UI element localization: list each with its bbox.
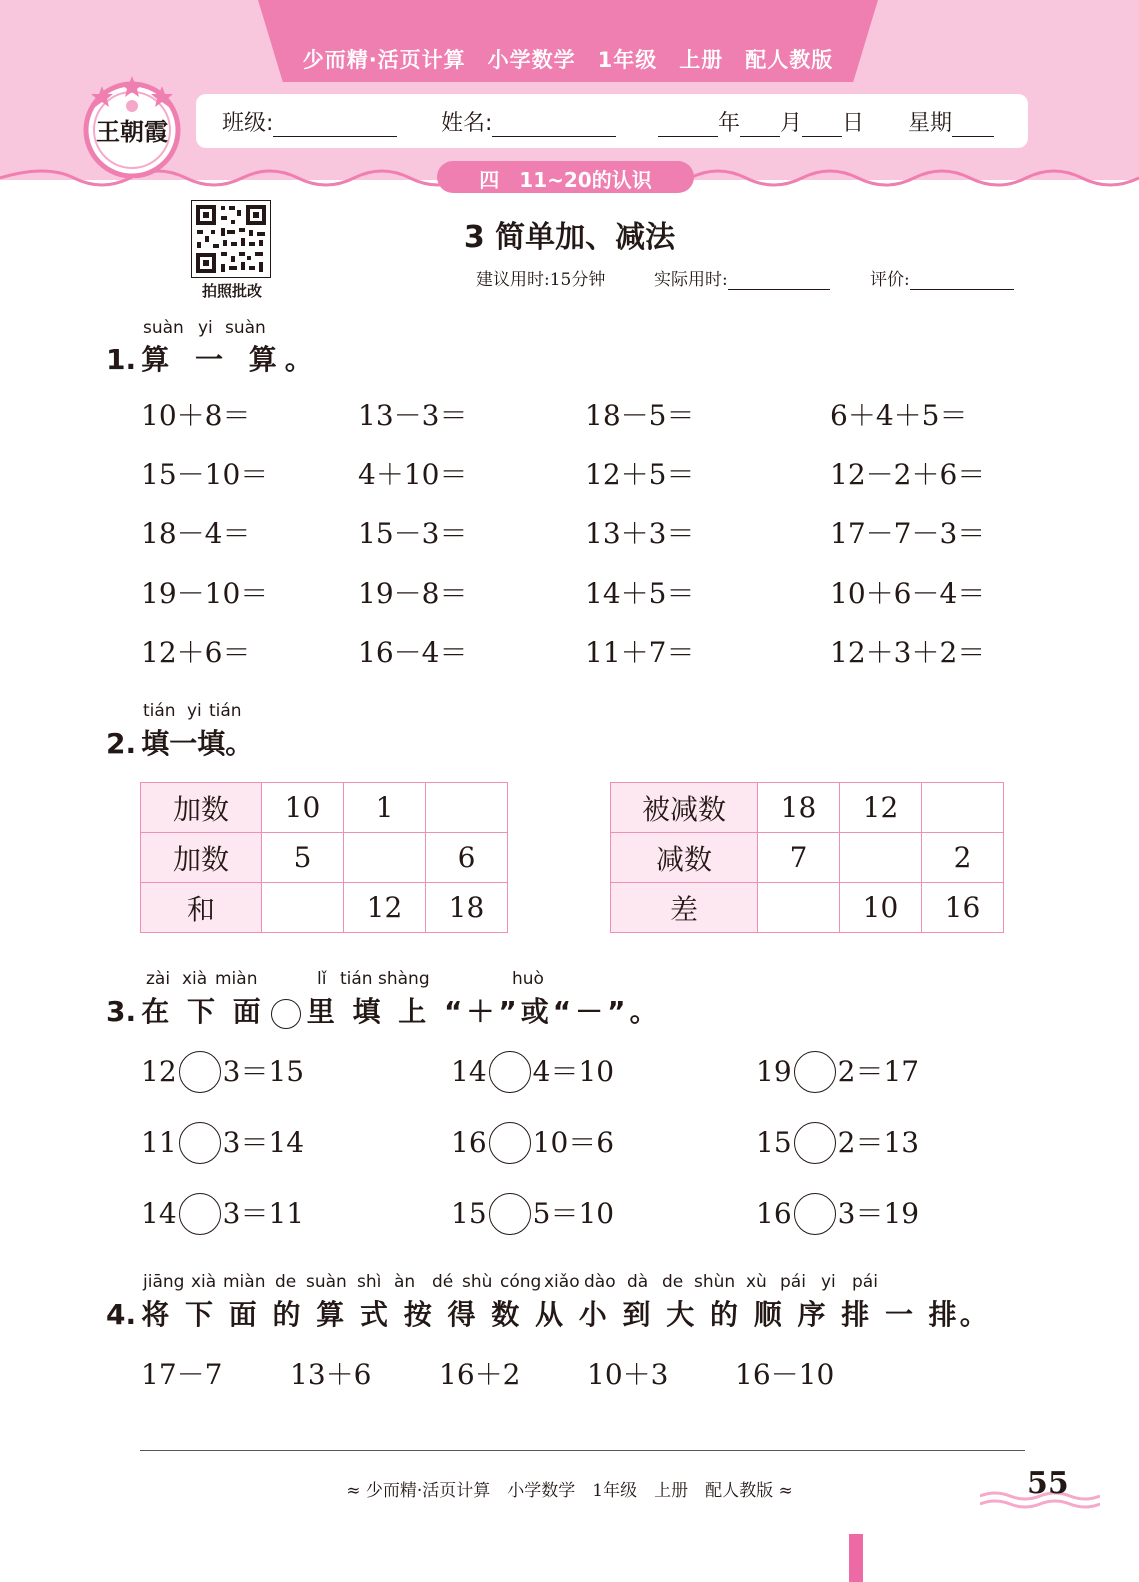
q4-pinyin-2: xià [191,1272,217,1292]
q1-eq-5-3[interactable]: 11＋7＝ [585,636,695,669]
q3-pinyin-7: huò [512,969,544,989]
table-row [141,783,508,833]
answer-cell[interactable] [426,783,508,833]
q1-eq-3-4[interactable]: 17－7－3＝ [830,517,986,550]
q1-eq-2-4[interactable]: 12－2＋6＝ [830,458,986,491]
q4-pinyin-8: dé [432,1272,454,1292]
q4-pinyin-19: pái [852,1272,878,1292]
q4-pinyin-4: de [275,1272,297,1292]
name-field[interactable] [441,106,616,137]
table-cell: 10 [840,883,922,933]
table-cell: 2 [922,833,1004,883]
table-cell: 18 [758,783,840,833]
answer-cell[interactable] [262,883,344,933]
q3-pinyin-3: miàn [215,969,258,989]
table-row [611,833,1004,883]
table-row [611,883,1004,933]
q2-text: 填一填 [141,727,226,760]
q3-heading [106,990,662,1035]
q2-pinyin-3: tián [209,701,242,721]
q3-eq-3-2: 15 5＝10 [451,1192,614,1239]
q4-item-3: 16＋2 [439,1358,521,1391]
q4-pinyin-18: yi [821,1272,836,1292]
q4-pinyin-1: jiāng [143,1272,185,1292]
table-cell: 12 [344,883,426,933]
q3-pinyin-5: tián [340,969,373,989]
q4-item-2: 13＋6 [290,1358,372,1391]
table-cell: 1 [344,783,426,833]
q3-eq-2-2: 16 10＝6 [451,1121,614,1168]
q4-heading [106,1293,988,1333]
operator-circle[interactable] [179,1193,221,1235]
footer-series: ≈ 少而精·活页计算 小学数学 1年级 上册 配人教版 ≈ [346,1481,793,1501]
operator-circle[interactable] [179,1122,221,1164]
q1-eq-4-3[interactable]: 14＋5＝ [585,577,695,610]
q3-pinyin-1: zài [146,969,171,989]
q4-pinyin-14: de [662,1272,684,1292]
sub-header-3: 差 [611,883,758,933]
q4-pinyin-5: suàn [306,1272,347,1292]
actual-time-label: 实际用时: [654,270,728,290]
add-header-2: 加数 [141,833,262,883]
q3-pinyin-2: xià [182,969,208,989]
q1-text: 算 一 算 [141,343,285,376]
q1-eq-5-2[interactable]: 16－4＝ [358,636,468,669]
q1-eq-1-1[interactable]: 10＋8＝ [141,399,251,432]
circle-placeholder-icon [271,999,301,1029]
page-number: 55 [1027,1466,1069,1501]
q3-eq-3-3: 16 3＝19 [756,1192,919,1239]
subtraction-table [610,782,1004,933]
month-label: 月 [780,111,803,136]
operator-circle[interactable] [794,1122,836,1164]
day-label: 日 [842,111,865,136]
q4-pinyin-7: àn [394,1272,416,1292]
addition-table [140,782,508,933]
q4-pinyin-12: dào [584,1272,616,1292]
q4-pinyin-15: shùn [694,1272,736,1292]
table-row [141,833,508,883]
q1-punct: 。 [284,343,321,376]
q1-eq-5-4[interactable]: 12＋3＋2＝ [830,636,986,669]
add-header-3: 和 [141,883,262,933]
q1-eq-3-3[interactable]: 13＋3＝ [585,517,695,550]
q3-eq-2-3: 15 2＝13 [756,1121,919,1168]
footer-divider [140,1450,1025,1451]
unit-title: 四 11~20的认识 [479,168,652,192]
q3-pinyin-4: lǐ [317,969,327,989]
actual-time-field[interactable] [654,265,830,290]
q3-eq-2-1: 11 3＝14 [141,1121,304,1168]
q1-eq-2-1[interactable]: 15－10＝ [141,458,269,491]
operator-circle[interactable] [489,1122,531,1164]
q1-pinyin-3: suàn [225,318,266,338]
q2-punct: 。 [225,727,254,760]
q3-text-1: 在 下 面 [141,995,265,1028]
q4-number: 4. [106,1298,137,1331]
q3-eq-1-3: 19 2＝17 [756,1050,919,1097]
q1-eq-2-2[interactable]: 4＋10＝ [358,458,468,491]
sub-header-2: 减数 [611,833,758,883]
name-label: 姓名: [441,111,493,136]
operator-circle[interactable] [489,1051,531,1093]
evaluation-label: 评价: [870,270,910,290]
weekday-field[interactable] [908,106,994,137]
add-header-1: 加数 [141,783,262,833]
q4-pinyin-10: cóng [500,1272,542,1292]
answer-cell[interactable] [758,883,840,933]
q4-punct: 。 [959,1298,988,1331]
q4-pinyin-9: shù [462,1272,493,1292]
q1-eq-3-2[interactable]: 15－3＝ [358,517,468,550]
q1-eq-4-2[interactable]: 19－8＝ [358,577,468,610]
answer-cell[interactable] [344,833,426,883]
date-field[interactable] [658,106,864,137]
q4-pinyin-13: dà [627,1272,649,1292]
q1-pinyin-2: yi [198,318,213,338]
q1-heading [106,338,321,378]
sub-header-1: 被减数 [611,783,758,833]
q2-pinyin-2: yi [187,701,202,721]
lesson-title: 3 简单加、减法 [463,220,676,255]
q4-item-4: 10＋3 [587,1358,669,1391]
q1-eq-4-4[interactable]: 10＋6－4＝ [830,577,986,610]
q3-eq-1-1: 12 3＝15 [141,1050,304,1097]
page-edge-marker [849,1534,863,1582]
q2-number: 2. [106,727,137,760]
q1-eq-1-4[interactable]: 6＋4＋5＝ [830,399,968,432]
q3-eq-1-2: 14 4＝10 [451,1050,614,1097]
operator-circle[interactable] [794,1051,836,1093]
q4-item-1: 17－7 [141,1358,223,1391]
q3-pinyin-6: shàng [378,969,430,989]
qr-label: 拍照批改 [201,282,262,300]
q1-eq-4-1[interactable]: 19－10＝ [141,577,269,610]
q1-eq-5-1[interactable]: 12＋6＝ [141,636,251,669]
year-label: 年 [718,111,741,136]
operator-circle[interactable] [794,1193,836,1235]
logo-text: 王朝霞 [96,117,168,146]
operator-circle[interactable] [179,1051,221,1093]
q3-text-2: 里 填 上 “＋”或“－”。 [306,995,662,1028]
table-cell: 12 [840,783,922,833]
q1-pinyin-1: suàn [143,318,184,338]
q1-number: 1. [106,343,137,376]
evaluation-field[interactable] [870,265,1014,290]
brand-logo [80,74,184,178]
q2-heading [106,722,253,762]
q3-number: 3. [106,995,137,1028]
q4-pinyin-11: xiǎo [544,1272,580,1292]
table-cell: 5 [262,833,344,883]
class-field[interactable] [222,106,397,137]
class-label: 班级: [222,111,274,136]
answer-cell[interactable] [922,783,1004,833]
q4-pinyin-16: xù [746,1272,767,1292]
q1-eq-2-3[interactable]: 12＋5＝ [585,458,695,491]
q1-eq-1-2[interactable]: 13－3＝ [358,399,468,432]
q4-pinyin-6: shì [357,1272,382,1292]
q3-eq-3-1: 14 3＝11 [141,1192,304,1239]
suggested-time: 建议用时:15分钟 [476,270,606,290]
q4-item-5: 16－10 [735,1358,835,1391]
q2-pinyin-1: tián [143,701,176,721]
table-cell: 7 [758,833,840,883]
q4-pinyin-3: miàn [223,1272,266,1292]
weekday-label: 星期 [908,111,953,136]
q4-pinyin-17: pái [780,1272,806,1292]
table-cell: 16 [922,883,1004,933]
q1-eq-3-1[interactable]: 18－4＝ [141,517,251,550]
table-row [141,883,508,933]
table-cell: 6 [426,833,508,883]
table-row [611,783,1004,833]
q4-text: 将 下 面 的 算 式 按 得 数 从 小 到 大 的 顺 序 排 一 排 [141,1298,960,1331]
table-cell: 10 [262,783,344,833]
q1-eq-1-3[interactable]: 18－5＝ [585,399,695,432]
operator-circle[interactable] [489,1193,531,1235]
answer-cell[interactable] [840,833,922,883]
series-title: 少而精·活页计算 小学数学 1年级 上册 配人教版 [302,48,834,72]
table-cell: 18 [426,883,508,933]
